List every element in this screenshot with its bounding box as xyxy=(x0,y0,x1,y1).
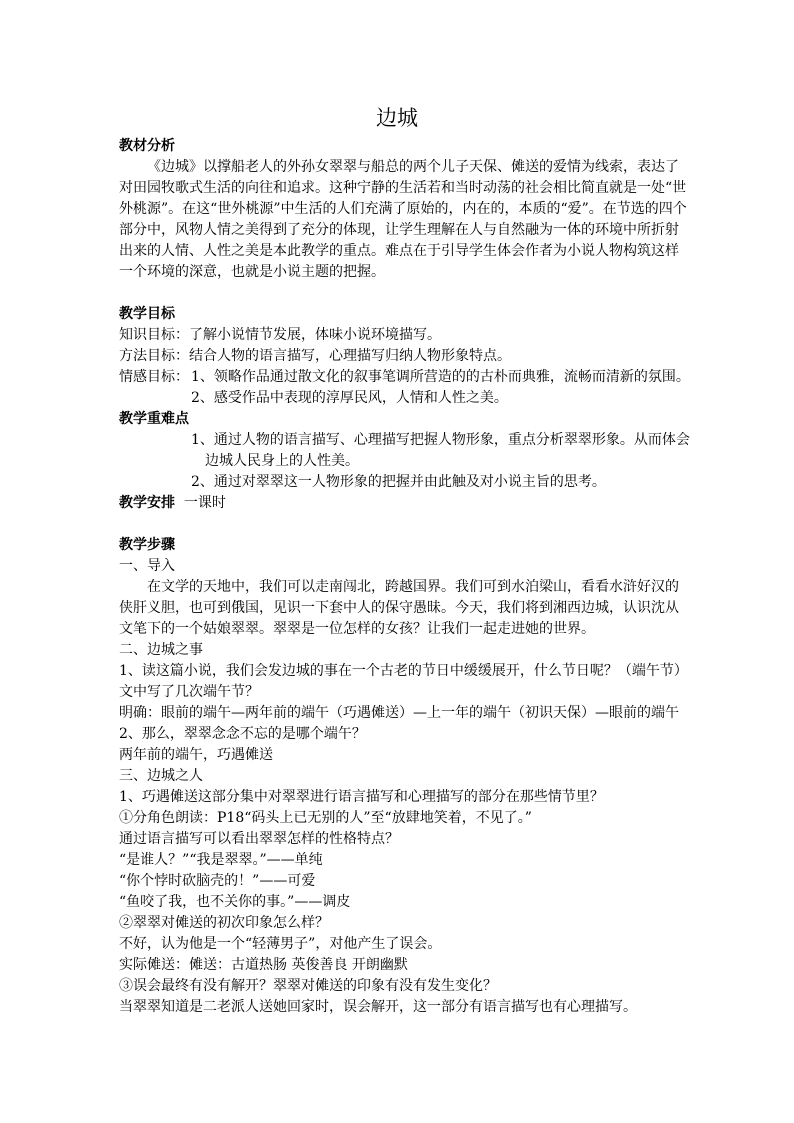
misunderstanding-answer: 当翠翠知道是二老派人送她回家时，误会解开，这一部分有语言描写也有心理描写。 xyxy=(119,999,637,1015)
objective-emotion-2: 2、感受作品中表现的淳厚民风，人情和人性之美。 xyxy=(191,390,508,406)
step-events-heading: 二、边城之事 xyxy=(119,642,203,658)
objective-emotion-label: 情感目标： xyxy=(119,369,189,385)
step-people-q1: 1、巧遇傩送这部分集中对翠翠进行语言描写和心理描写的部分在那些情节里？ xyxy=(119,789,604,805)
trait-1: “是谁人？”“我是翠翠。”——单纯 xyxy=(119,852,323,868)
schedule-line xyxy=(119,493,691,514)
misunderstanding-question: ③误会最终有没有解开？翠翠对傩送的印象有没有发生变化？ xyxy=(119,978,497,994)
reading-task: ①分角色朗读：P18“码头上已无别的人”至“放肆地笑着，不见了。” xyxy=(119,810,532,826)
step-events-q2: 2、那么，翠翠念念不忘的是哪个端午？ xyxy=(119,726,366,742)
objective-emotion-1 xyxy=(119,367,691,388)
trait-3: “鱼咬了我，也不关你的事。”——调皮 xyxy=(119,894,351,910)
actual-nuosong: 实际傩送：傩送：古道热肠 英俊善良 开朗幽默 xyxy=(119,957,408,973)
section-heading-objectives: 教学目标 xyxy=(119,306,175,322)
key-point-1: 1、通过人物的语言描写、心理描写把握人物形象，重点分析翠翠形象。从而体会 xyxy=(191,432,690,448)
step-events-q1: 1、读这篇小说，我们会发边城的事在一个古老的节日中缓缓展开，什么节日呢？（端午节）文中写了几次端午节？ xyxy=(119,663,688,700)
step-events-answer: 明确：眼前的端午—两年前的端午（巧遇傩送）—上一年的端午（初识天保）—眼前的端午 xyxy=(119,705,679,721)
objective-knowledge: 知识目标：了解小说情节发展，体味小说环境描写。 xyxy=(119,327,441,343)
schedule-value: 一课时 xyxy=(183,495,226,511)
section-heading-key-points: 教学重难点 xyxy=(119,411,189,427)
step-intro-paragraph: 在文学的天地中，我们可以走南闯北，跨越国界。我们可到水泊梁山，看看水浒好汉的侠肝义胆，也可到俄国，见识一下套中人的保守愚昧。今天，我们将到湘西边城，认识沈从文笔下的一个姑娘翠翠。翠翠是一位怎样的女孩？让我们一起走进她的世界。 xyxy=(119,579,679,637)
impression-answer: 不好，认为他是一个“轻薄男子”，对他产生了误会。 xyxy=(119,936,442,952)
objective-method: 方法目标：结合人物的语言描写，心理描写归纳人物形象特点。 xyxy=(119,348,511,364)
section-heading-textbook-analysis: 教材分析 xyxy=(119,138,175,154)
trait-2: “你个悖时砍脑壳的！”——可爱 xyxy=(119,873,316,889)
key-point-2: 2、通过对翠翠这一人物形象的把握并由此触及对小说主旨的思考。 xyxy=(191,474,606,490)
document-body xyxy=(119,136,691,1018)
section-heading-steps: 教学步骤 xyxy=(119,537,175,553)
step-events-a2: 两年前的端午，巧遇傩送 xyxy=(119,747,273,763)
impression-question: ②翠翠对傩送的初次印象怎么样？ xyxy=(119,915,329,931)
document-title: 边城 xyxy=(376,106,418,130)
analysis-paragraph: 《边城》以撑船老人的外孙女翠翠与船总的两个儿子天保、傩送的爱情为线索，表达了对田园牧歌式生活的向往和追求。这种宁静的生活若和当时动荡的社会相比简直就是一处“世外桃源”。在这“世外桃源”中生活的人们充满了原始的，内在的，本质的“爱”。在节选的四个部分中，风物人情之美得到了充分的体现，让学生理解在人与自然融为一体的环境中所折射出来的人情、人性之美是本此教学的重点。难点在于引导学生体会作者为小说人物构筑这样一个环境的深意，也就是小说主题的把握。 xyxy=(119,159,687,280)
step-people-heading: 三、边城之人 xyxy=(119,768,203,784)
key-point-1-cont: 边城人民身上的人性美。 xyxy=(205,453,359,469)
trait-question: 通过语言描写可以看出翠翠怎样的性格特点？ xyxy=(119,831,399,847)
section-heading-schedule: 教学安排 xyxy=(119,495,175,511)
step-intro-heading: 一、导入 xyxy=(119,558,175,574)
objective-emotion-1-text: 1、领略作品通过散文化的叙事笔调所营造的的古朴而典雅，流畅而清新的氛围。 xyxy=(191,369,690,385)
